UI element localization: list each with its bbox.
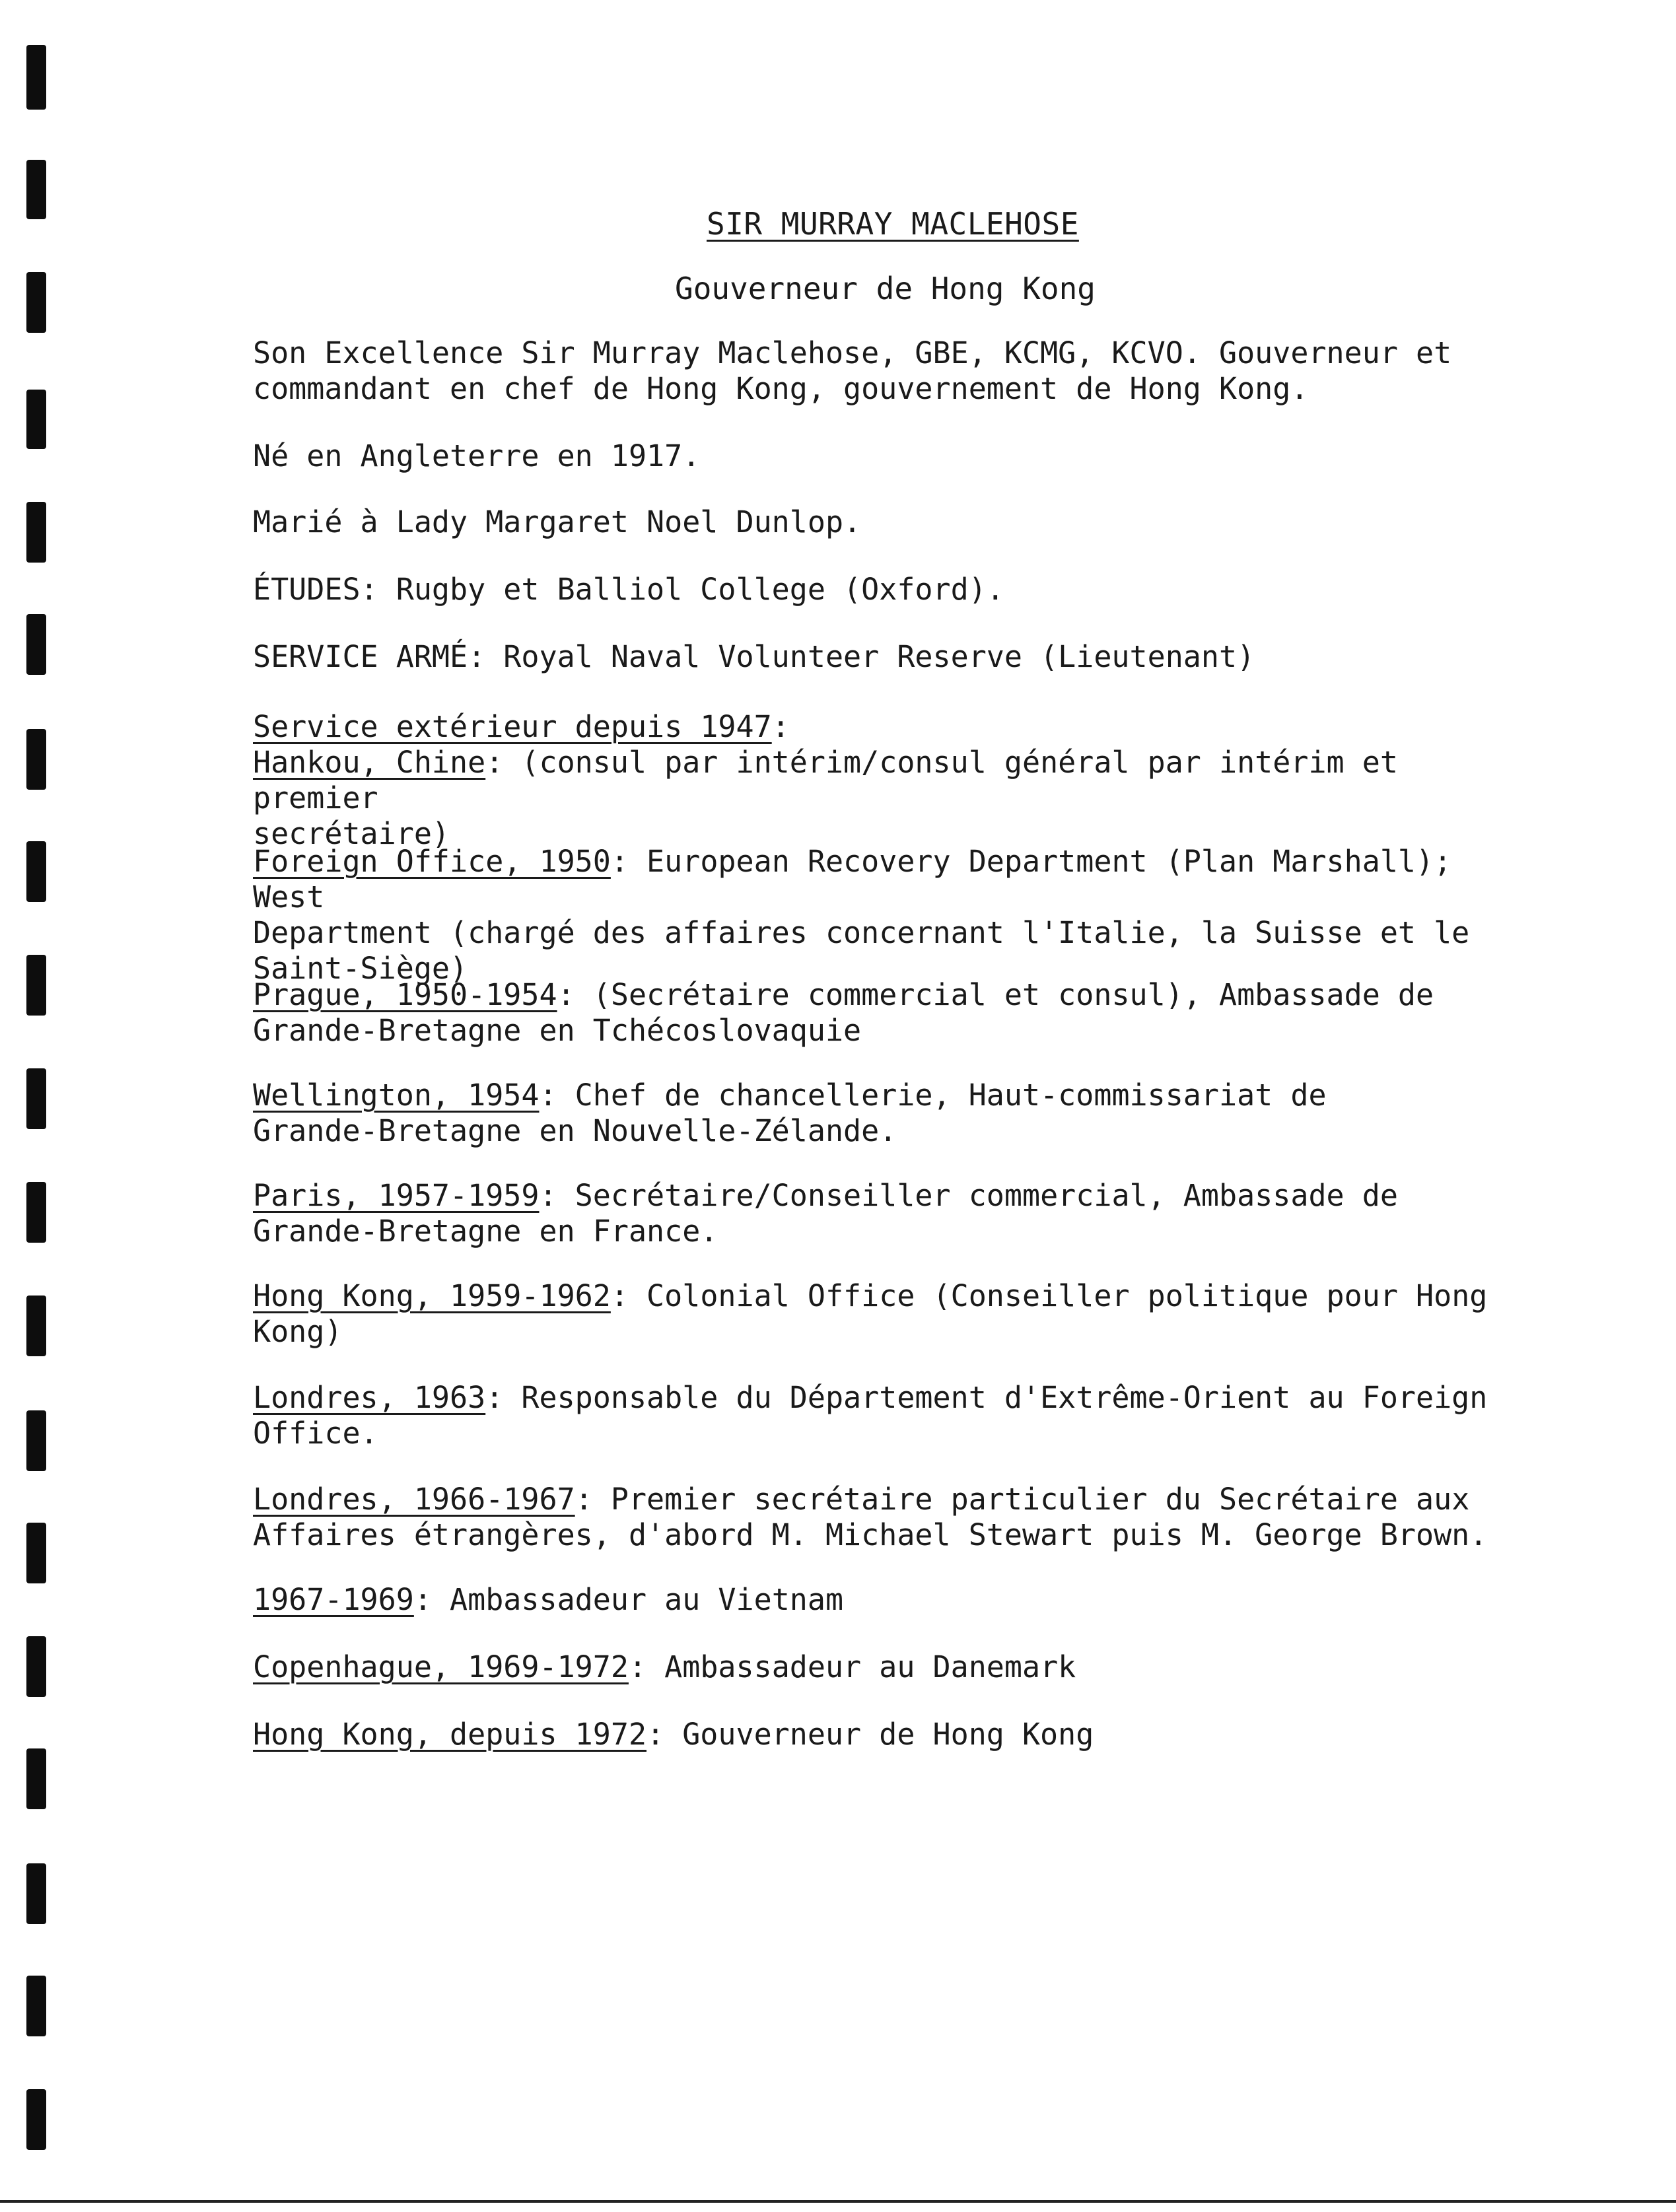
punch-hole <box>26 729 46 790</box>
punch-hole <box>26 160 46 219</box>
career-entry-text: : Ambassadeur au Danemark <box>628 1649 1076 1684</box>
career-entry-text: : Colonial Office (Conseiller politique pour Hong Kong) <box>253 1278 1488 1349</box>
service-heading-label: Service extérieur depuis 1947 <box>253 709 772 744</box>
punch-hole <box>26 1410 46 1471</box>
career-entry <box>253 1078 1494 1149</box>
career-entry <box>253 1278 1494 1350</box>
career-entry-text: : European Recovery Department (Plan Marshall); West Department (chargé des affaires concernant l'Italie, la Suisse et le Saint-Siège) <box>253 844 1470 986</box>
career-entry <box>253 745 1494 852</box>
punch-hole <box>26 1636 46 1697</box>
studies-line: ÉTUDES: Rugby et Balliol College (Oxford). <box>253 572 1004 607</box>
career-entry-text: : Responsable du Département d'Extrême-Orient au Foreign Office. <box>253 1380 1488 1451</box>
punch-hole <box>26 1523 46 1583</box>
birth-line: Né en Angleterre en 1917. <box>253 438 701 473</box>
punch-hole <box>26 502 46 563</box>
career-entry-label: Prague, 1950-1954 <box>253 977 557 1012</box>
punch-hole <box>26 2089 46 2150</box>
career-entry-label: 1967-1969 <box>253 1582 414 1617</box>
career-entry-text: : (Secrétaire commercial et consul), Ambassade de Grande-Bretagne en Tchécoslovaquie <box>253 977 1434 1048</box>
career-entry <box>253 1649 1494 1685</box>
punch-hole <box>26 1182 46 1243</box>
career-entry-label: Wellington, 1954 <box>253 1078 540 1113</box>
punch-hole <box>26 1296 46 1356</box>
punch-hole <box>26 1068 46 1129</box>
punch-hole <box>26 614 46 675</box>
career-entry-text: : Secrétaire/Conseiller commercial, Ambassade de Grande-Bretagne en France. <box>253 1178 1398 1249</box>
punch-hole <box>26 390 46 449</box>
career-entry-label: Londres, 1966-1967 <box>253 1482 575 1517</box>
career-entry-label: Copenhague, 1969-1972 <box>253 1649 629 1684</box>
document-subtitle: Gouverneur de Hong Kong <box>675 271 1096 306</box>
career-entry <box>253 1717 1494 1752</box>
punch-hole <box>26 841 46 902</box>
career-entry-label: Hong Kong, depuis 1972 <box>253 1717 647 1752</box>
career-entry-text: : Ambassadeur au Vietnam <box>413 1582 844 1617</box>
intro-paragraph: Son Excellence Sir Murray Maclehose, GBE, KCMG, KCVO. Gouverneur et commandant en chef de Hong Kong, gouvernement de Hong Kong. <box>253 335 1452 406</box>
service-heading-colon: : <box>771 709 790 744</box>
career-entry-text: : (consul par intérim/consul général par intérim et premier secrétaire) <box>253 745 1398 851</box>
punch-hole <box>26 45 46 110</box>
career-entry-label: Paris, 1957-1959 <box>253 1178 540 1213</box>
career-entry-label: Londres, 1963 <box>253 1380 486 1415</box>
military-service-line: SERVICE ARMÉ: Royal Naval Volunteer Reserve (Lieutenant) <box>253 639 1255 674</box>
service-heading <box>253 709 1494 745</box>
career-entry <box>253 1582 1494 1618</box>
punch-hole <box>26 272 46 333</box>
document-title: SIR MURRAY MACLEHOSE <box>707 206 1079 242</box>
career-entry <box>253 1380 1494 1451</box>
punch-hole <box>26 1748 46 1809</box>
punch-hole <box>26 1863 46 1924</box>
punch-hole <box>26 955 46 1016</box>
career-entry-label: Foreign Office, 1950 <box>253 844 611 879</box>
career-entry-text: : Chef de chancellerie, Haut-commissariat de Grande-Bretagne en Nouvelle-Zélande. <box>253 1078 1327 1148</box>
career-entry-label: Hong Kong, 1959-1962 <box>253 1278 611 1313</box>
career-entry-text: : Premier secrétaire particulier du Secrétaire aux Affaires étrangères, d'abord M. Michael Stewart puis M. George Brown. <box>253 1482 1488 1552</box>
career-entry <box>253 1178 1494 1249</box>
bottom-edge-rule <box>0 2200 1676 2203</box>
career-entry <box>253 1482 1494 1553</box>
career-entry <box>253 844 1494 986</box>
career-entry-text: : Gouverneur de Hong Kong <box>646 1717 1094 1752</box>
career-entry <box>253 977 1494 1049</box>
punch-hole <box>26 1976 46 2036</box>
marriage-line: Marié à Lady Margaret Noel Dunlop. <box>253 504 862 539</box>
career-entry-label: Hankou, Chine <box>253 745 486 780</box>
